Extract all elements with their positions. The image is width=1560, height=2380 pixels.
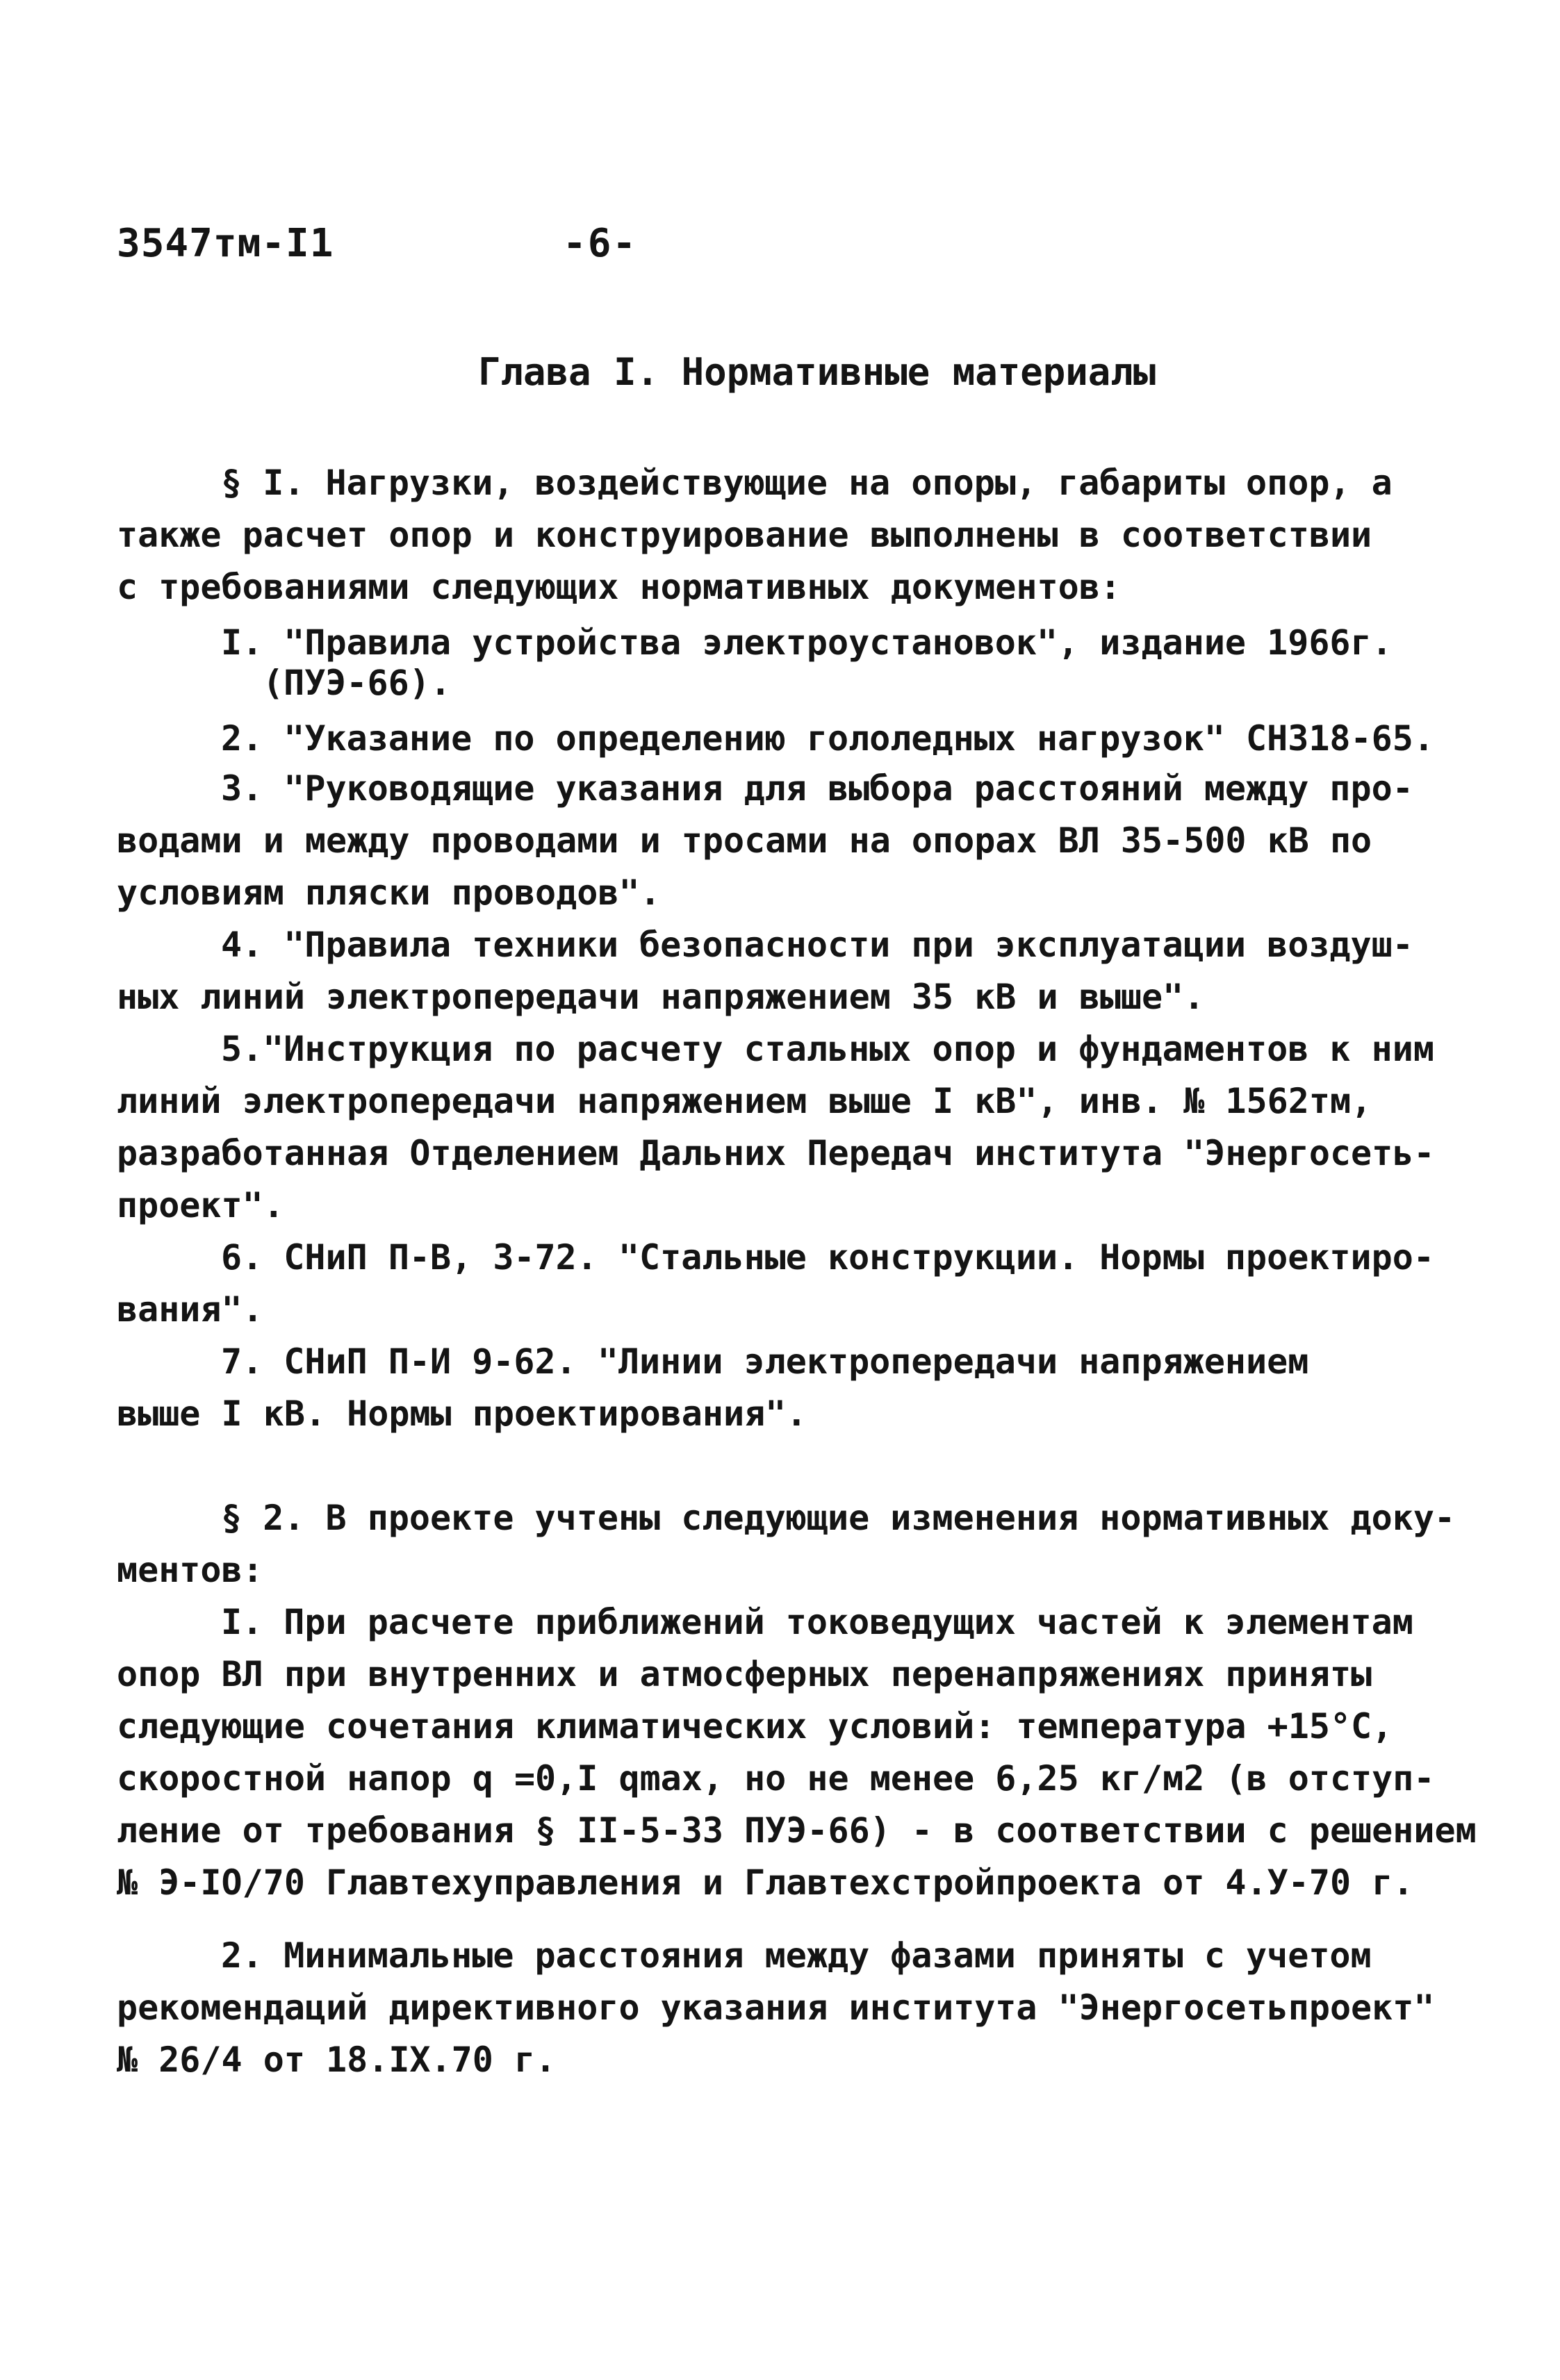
section2-item-1-cont: № Э-IO/70 Главтехуправления и Главтехстройпроекта от 4.У-70 г. <box>117 1862 1414 1903</box>
section1-item-5: 5."Инструкция по расчету стальных опор и фундаментов к ним <box>221 1029 1434 1069</box>
section2-item-1-cont: следующие сочетания климатических условий: температура +15°С, <box>117 1706 1393 1746</box>
section1-item-3-cont: условиям пляски проводов". <box>117 873 661 913</box>
section1-item-7-cont: выше I кВ. Нормы проектирования". <box>117 1394 807 1434</box>
section1-item-1-cont: (ПУЭ-66). <box>263 663 451 703</box>
section1-item-3: 3. "Руководящие указания для выбора расстояний между про- <box>221 768 1413 809</box>
section2-item-2-cont: рекомендаций директивного указания института "Энергосетьпроект" <box>117 1988 1435 2028</box>
section1-intro-line: с требованиями следующих нормативных документов: <box>117 567 1121 607</box>
section1-intro-line: также расчет опор и конструирование выполнены в соответствии <box>117 515 1372 555</box>
section2-item-1-cont: опор ВЛ при внутренних и атмосферных перенапряжениях приняты <box>117 1654 1372 1694</box>
section2-item-1-cont: ление от требования § II-5-33 ПУЭ-66) - в соответствии с решением <box>117 1810 1477 1851</box>
section1-item-6-cont: вания". <box>117 1289 263 1330</box>
section2-intro-line: § 2. В проекте учтены следующие изменения нормативных доку- <box>221 1498 1456 1538</box>
section1-item-2: 2. "Указание по определению гололедных нагрузок" СН318-65. <box>221 718 1434 759</box>
section1-item-4: 4. "Правила техники безопасности при эксплуатации воздуш- <box>221 925 1413 965</box>
section1-item-3-cont: водами и между проводами и тросами на опорах ВЛ 35-500 кВ по <box>117 820 1372 861</box>
section2-item-1-cont: скоростной напор q =0,I qmax, но не менее 6,25 кг/м2 (в отступ- <box>117 1758 1435 1799</box>
section2-item-2: 2. Минимальные расстояния между фазами приняты с учетом <box>221 1935 1372 1976</box>
document-code: 3547тм-I1 <box>117 221 334 266</box>
section1-item-6: 6. СНиП П-В, 3-72. "Стальные конструкции. Нормы проектиро- <box>221 1237 1434 1278</box>
section2-item-2-cont: № 26/4 от 18.IX.70 г. <box>117 2040 557 2080</box>
section1-item-4-cont: ных линий электропередачи напряжением 35 кВ и выше". <box>117 977 1205 1017</box>
page-number: -6- <box>563 221 638 266</box>
section1-item-1: I. "Правила устройства электроустановок", издание 1966г. <box>221 622 1393 663</box>
section1-item-5-cont: линий электропередачи напряжением выше I кВ", инв. № 1562тм, <box>117 1081 1372 1121</box>
section2-item-1: I. При расчете приближений токоведущих частей к элементам <box>221 1602 1413 1642</box>
section1-item-5-cont: проект". <box>117 1185 284 1225</box>
chapter-title: Глава I. Нормативные материалы <box>478 350 1156 394</box>
section1-item-5-cont: разработанная Отделением Дальних Передач института "Энергосеть- <box>117 1133 1435 1173</box>
section1-intro-line: § I. Нагрузки, воздействующие на опоры, габариты опор, а <box>221 463 1393 503</box>
section1-item-7: 7. СНиП П-И 9-62. "Линии электропередачи напряжением <box>221 1341 1309 1382</box>
section2-intro-line: ментов: <box>117 1550 263 1590</box>
